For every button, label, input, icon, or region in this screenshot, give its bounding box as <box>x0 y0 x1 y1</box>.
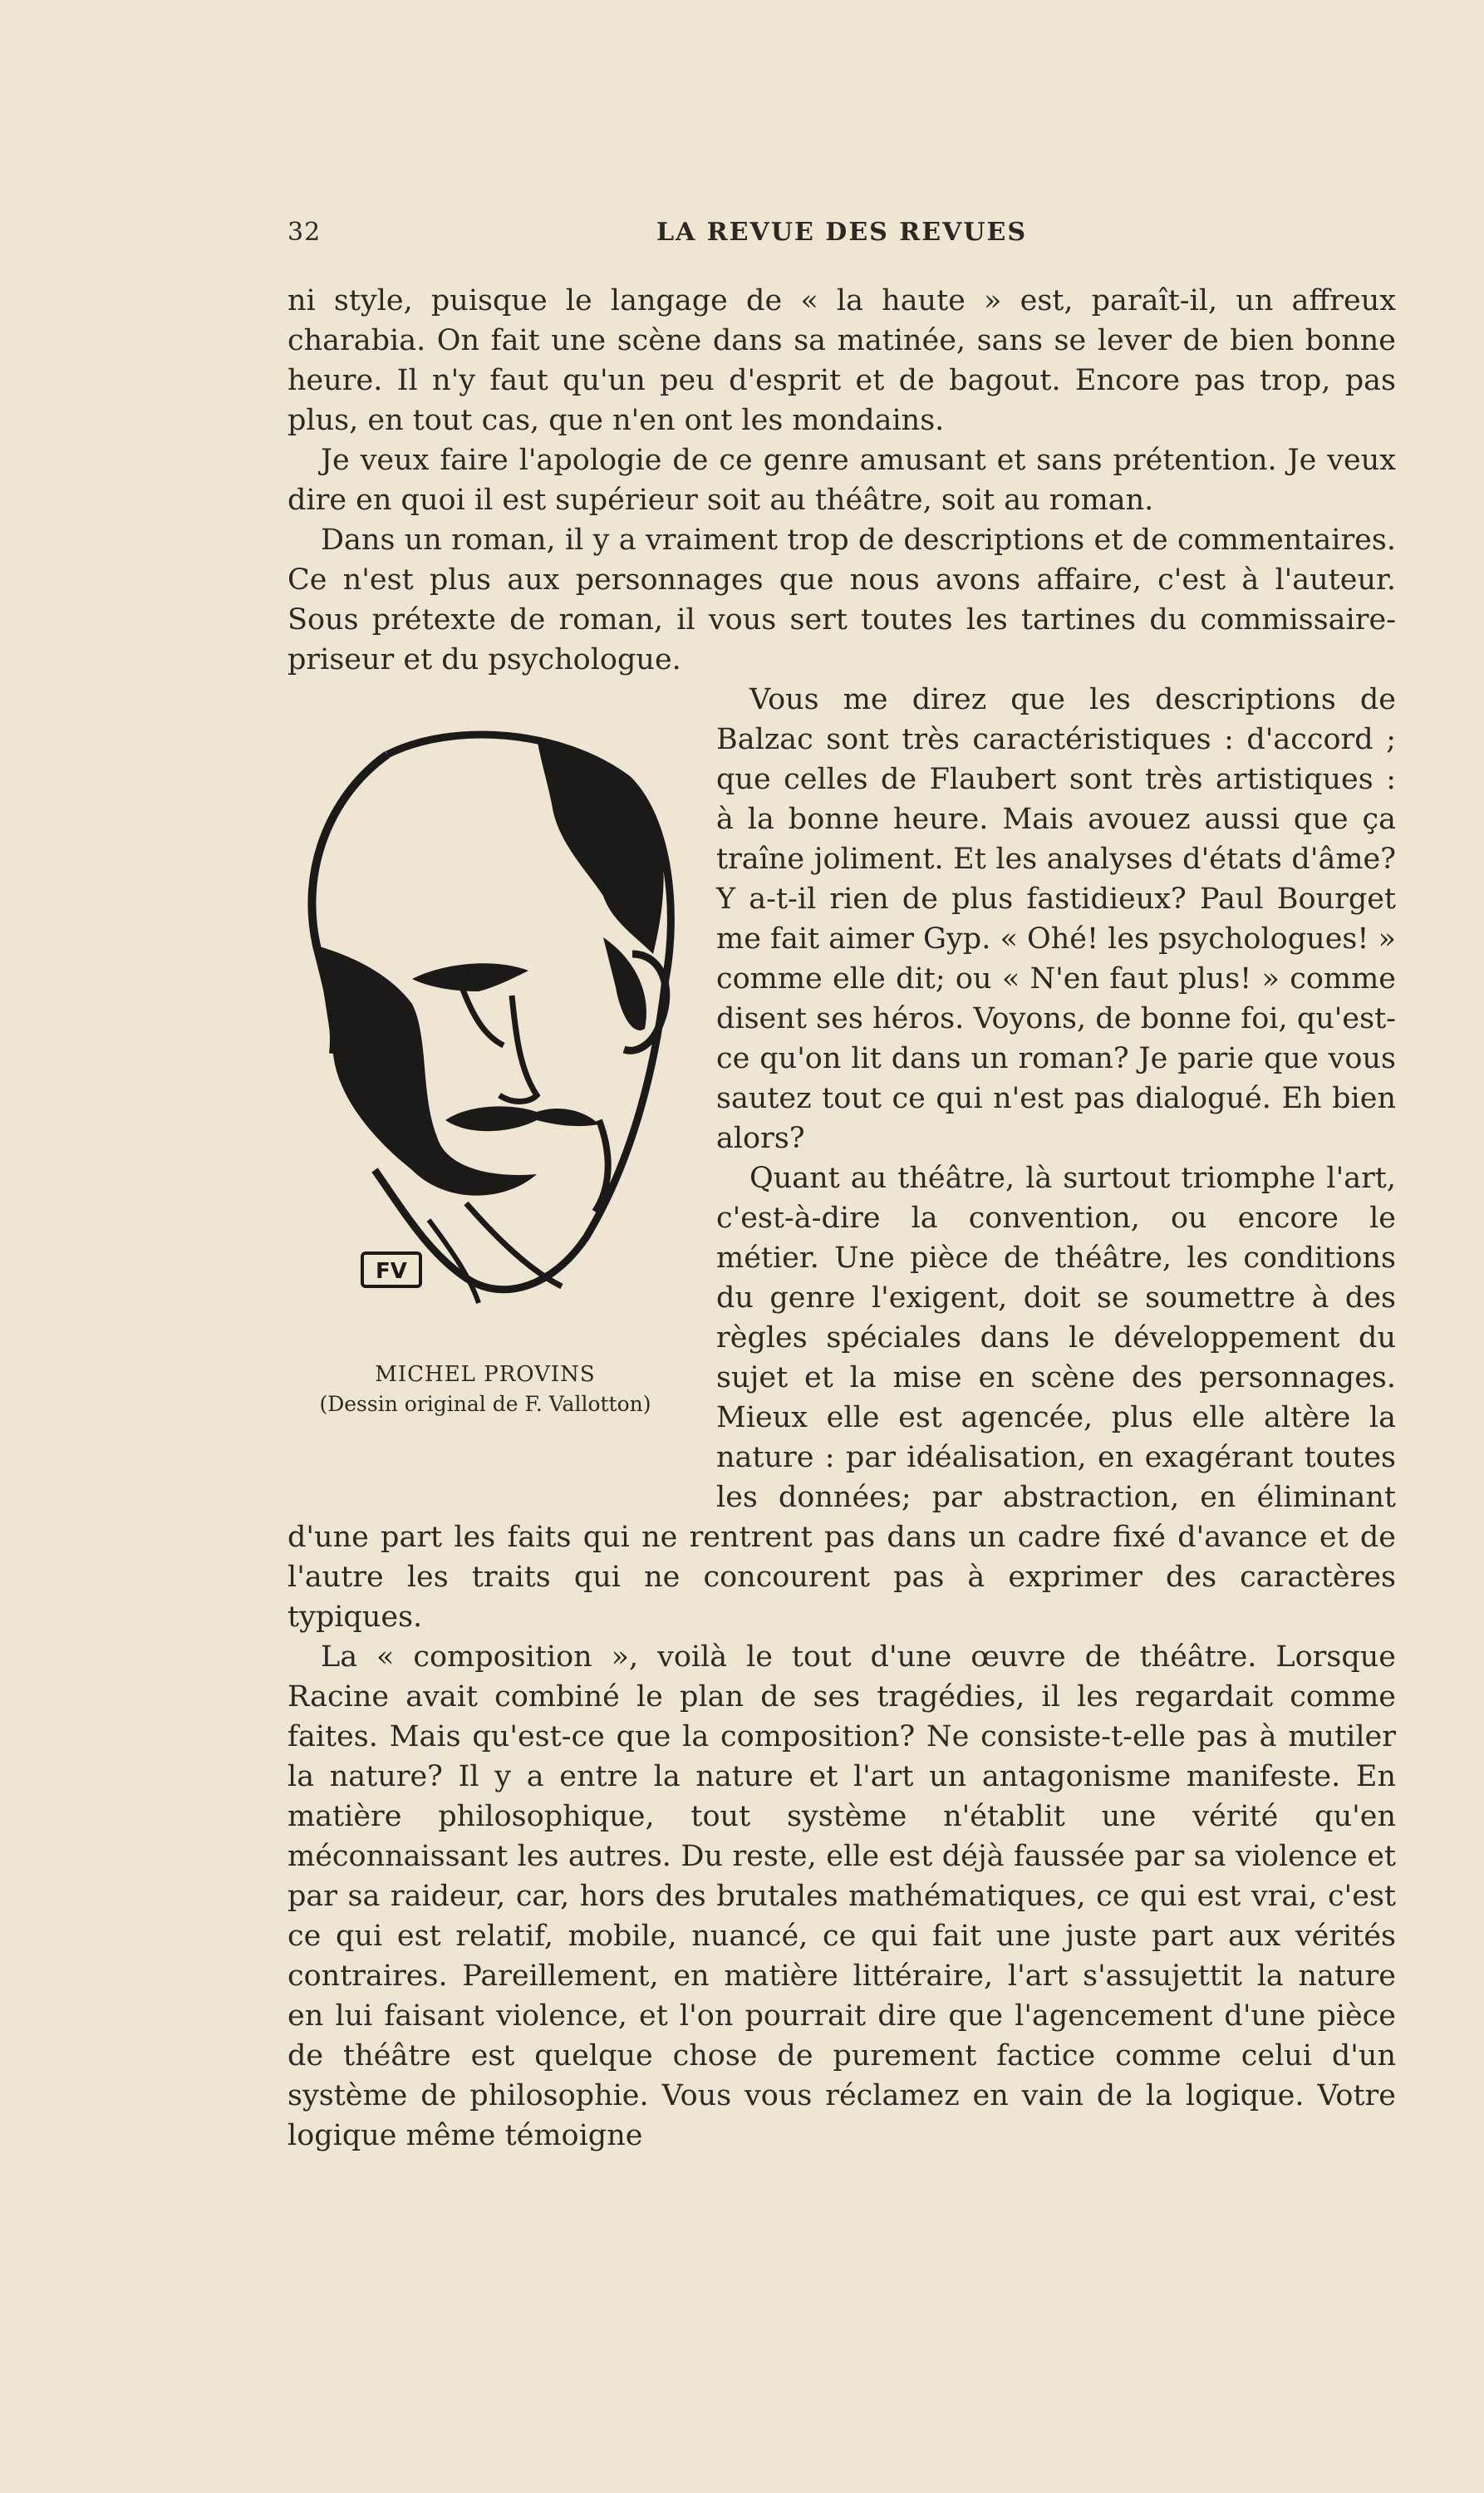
page-number: 32 <box>287 218 322 247</box>
running-head: LA REVUE DES REVUES <box>656 218 1028 247</box>
paragraph-3: Dans un roman, il y a vraiment trop de descriptions et de commentaires. Ce n'est plus aux personnages que nous avons affaire, c'est à l'auteur. Sous prétexte de roman, il vous sert toutes les tartines du commissaire-priseur et du psychologue. <box>287 524 1396 676</box>
portrait-drawing <box>287 705 686 1336</box>
paragraph-6: La « composition », voilà le tout d'une œuvre de théâtre. Lorsque Racine avait combiné le plan de ses tragédies, il les regardait comme faites. Mais qu'est-ce que la composition? Ne consiste-t-elle pas à mutiler la nature? Il y a entre la nature et l'art un antagonisme manifeste. En matière philosophique, tout système n'établit une vérité qu'en méconnaissant les autres. Du reste, elle est déjà faussée par sa violence et par sa raideur, car, hors des brutales mathématiques, ce qui est vrai, c'est ce qui est relatif, mobile, nuancé, ce qui fait une juste part aux vérités contraires. Pareillement, en matière littéraire, l'art s'assujettit la nature en lui faisant violence, et l'on pourrait dire que l'agencement d'une pièce de théâtre est quelque chose de purement factice comme celui d'un système de philosophie. Vous vous réclamez en vain de la logique. Votre logique même témoigne <box>287 1640 1396 2152</box>
portrait-figure <box>287 680 686 1494</box>
page-header <box>287 218 1396 259</box>
caption-credit: (Dessin original de F. Vallotton) <box>319 1392 651 1416</box>
figure-caption <box>278 1360 693 1419</box>
paragraph-5: Quant au théâtre, là surtout triomphe l'art, c'est-à-dire la convention, ou encore le métier. Une pièce de théâtre, les conditions du genre l'exigent, doit se soumettre à des règles spéciales dans le développement du sujet et la mise en scène des personnages. Mieux elle est agencée, plus elle altère la nature : par idéalisation, en exagérant toutes les données; par abstraction, en éliminant d'une part les faits qui ne rentrent pas dans un cadre fixé d'avance et de l'autre les traits qui ne concourent pas à exprimer des caractères typiques. <box>287 1162 1396 1634</box>
artist-monogram: FV <box>376 1259 407 1284</box>
paragraph-1: ni style, puisque le langage de « la haute » est, paraît-il, un affreux charabia. On fait une scène dans sa matinée, sans se lever de bien bonne heure. Il n'y faut qu'un peu d'esprit et de bagout. Encore pas trop, pas plus, en tout cas, que n'en ont les mondains. <box>287 284 1396 437</box>
paragraph-4: Vous me direz que les descriptions de Balzac sont très caractéristiques : d'accord ; que celles de Flaubert sont très artistiques : à la bonne heure. Mais avouez aussi que ça traîne joliment. Et les analyses d'états d'âme? Y a-t-il rien de plus fastidieux? Paul Bourget me fait aimer Gyp. « Ohé! les psychologues! » comme elle dit; ou « N'en faut plus! » comme disent ses héros. Voyons, de bonne foi, qu'est-ce qu'on lit dans un roman? Je parie que vous sautez tout ce qui n'est pas dialogué. Eh bien alors? <box>716 683 1396 1155</box>
article-body <box>287 281 1396 2156</box>
paragraph-2: Je veux faire l'apologie de ce genre amusant et sans prétention. Je veux dire en quoi il est supérieur soit au théâtre, soit au roman. <box>287 444 1396 517</box>
caption-name: MICHEL PROVINS <box>375 1362 596 1387</box>
